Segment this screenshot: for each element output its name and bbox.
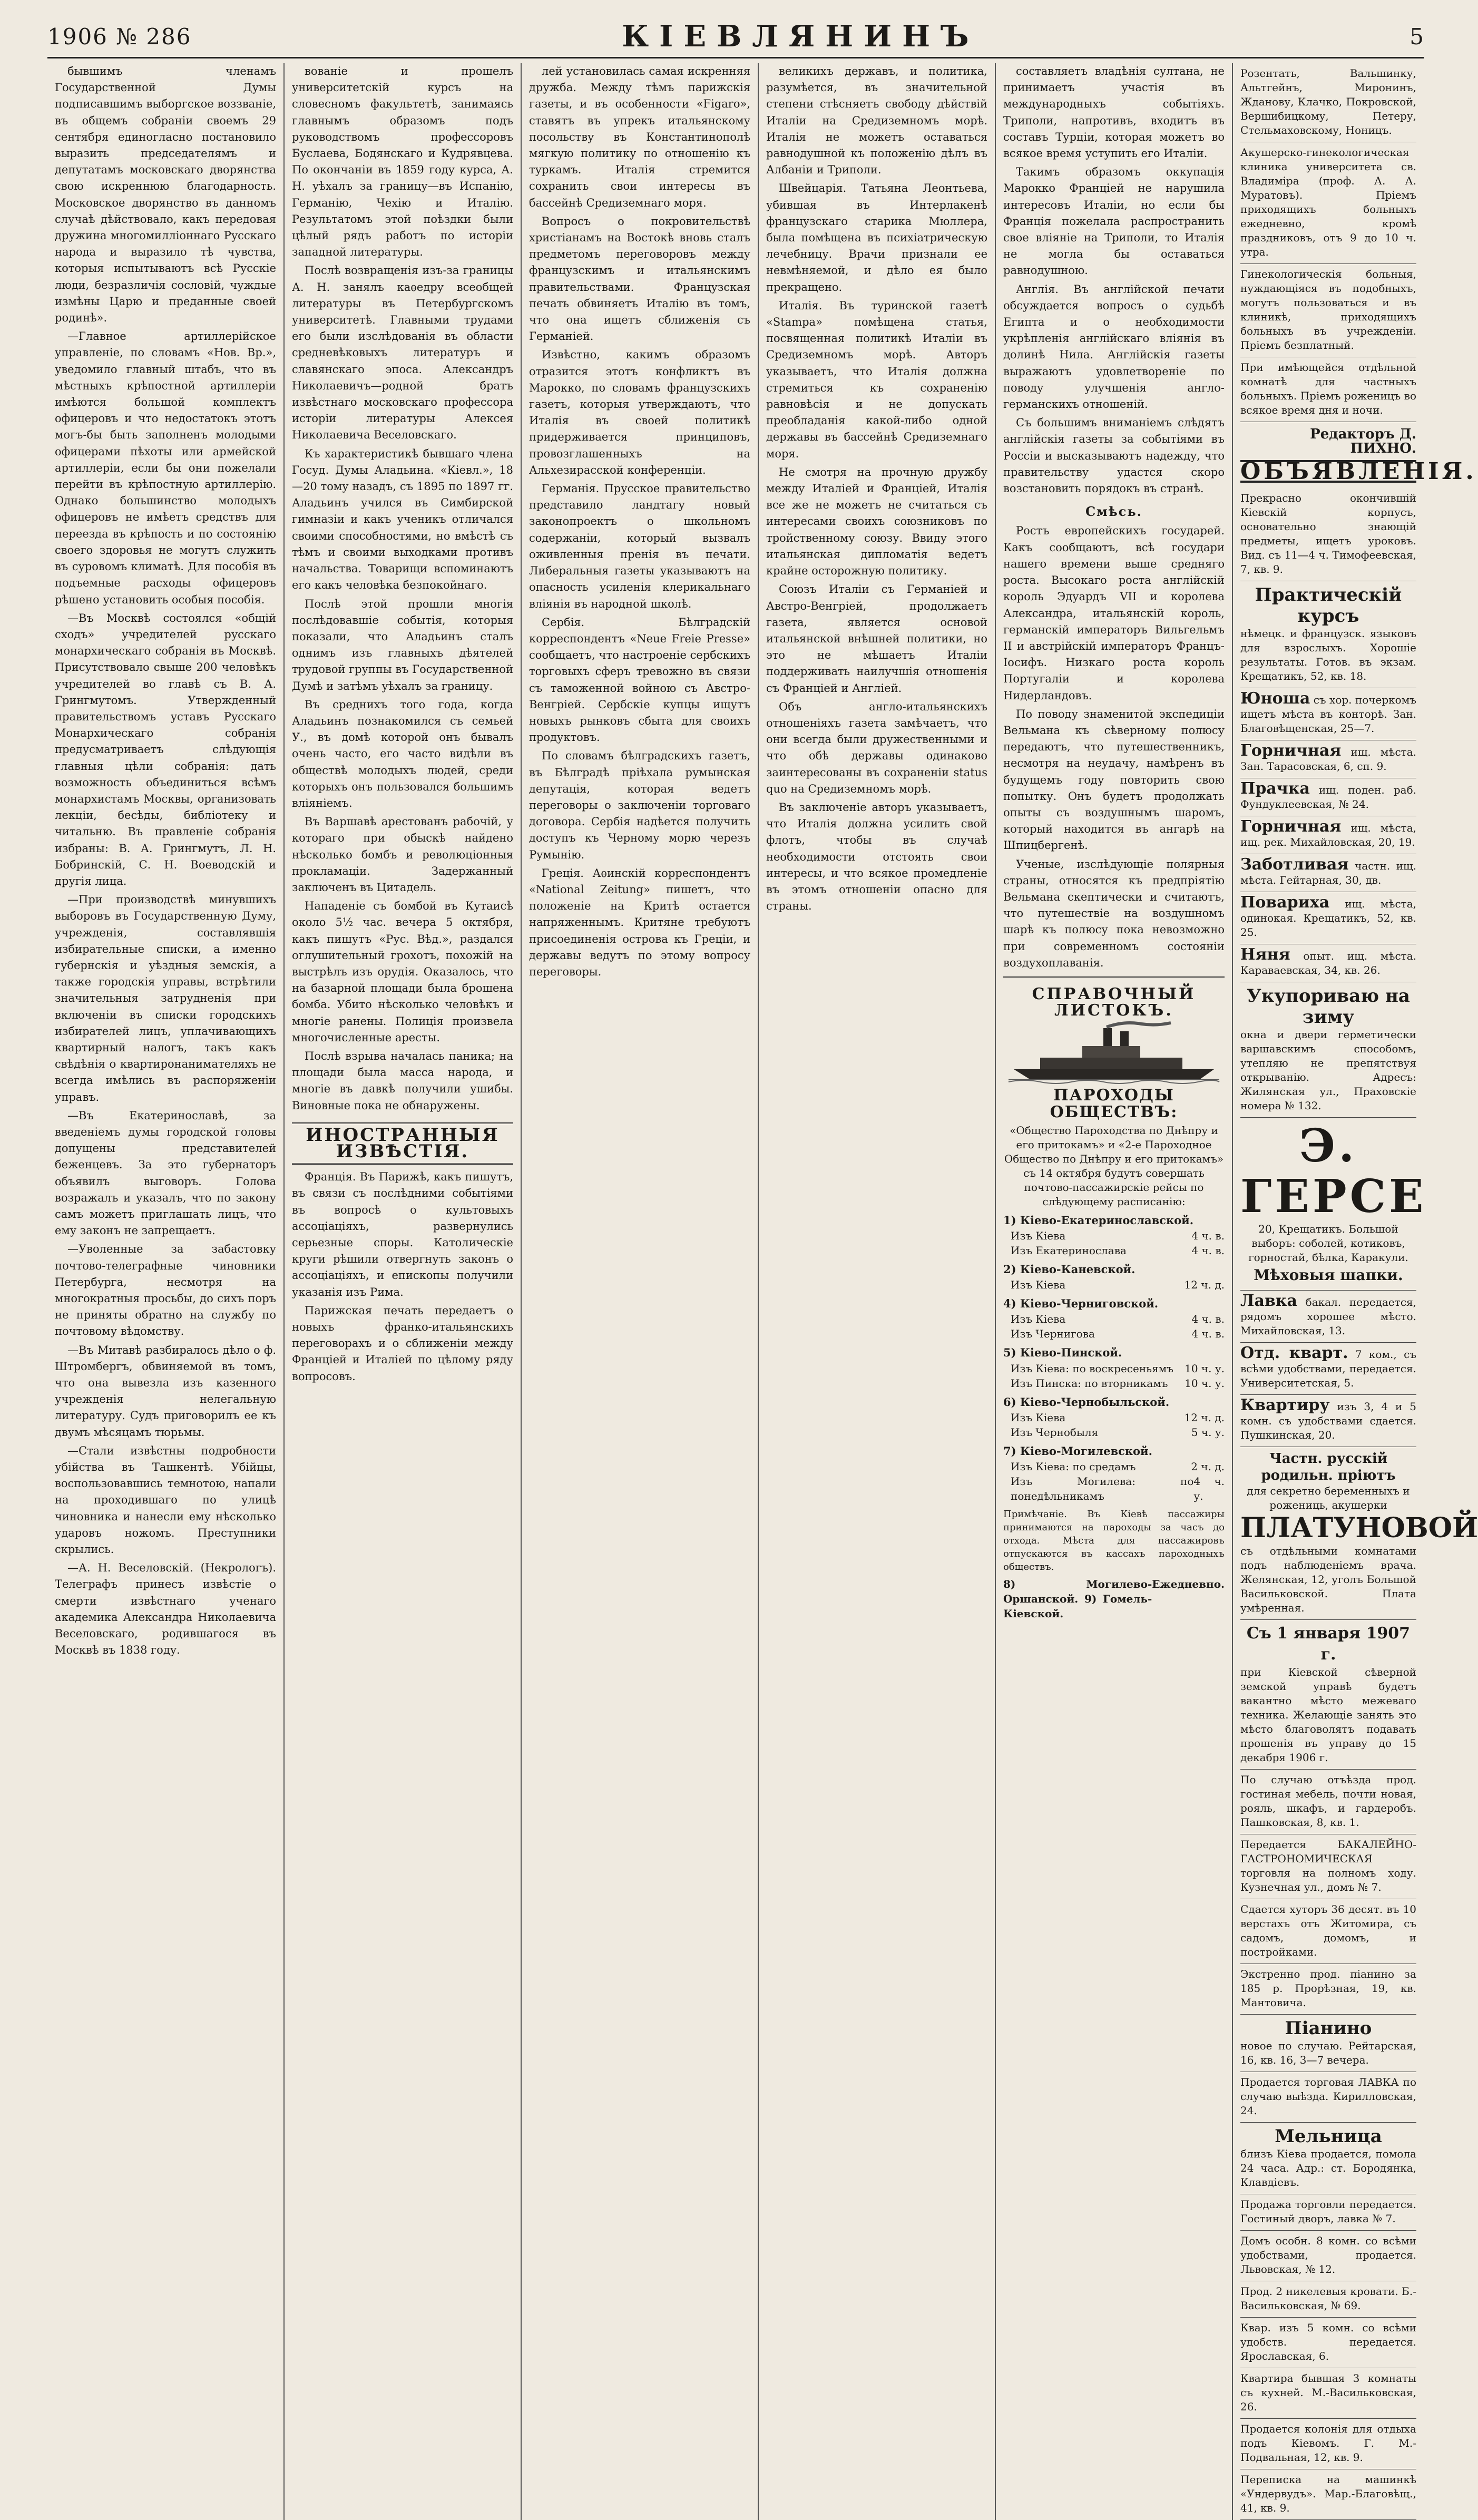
route-block <box>1003 1443 1225 1503</box>
schedule-row <box>1003 1228 1225 1243</box>
route-block <box>1003 1295 1225 1341</box>
schedule-time: 4 ч. в. <box>1191 1244 1225 1257</box>
classified-ad <box>1240 944 1416 982</box>
paragraph: Вопросъ о покровительствѣ христіанамъ на Востокѣ вновь сталъ предметомъ переговоровъ между французскимъ и итальянскимъ правительствами. Французская печать обвиняетъ Италію въ томъ, что она ищетъ сближенія съ Германіей. <box>529 214 750 343</box>
classified-ad <box>1240 1343 1416 1395</box>
schedule-time: 12 ч. д. <box>1184 1411 1225 1424</box>
paragraph: Сербія. Бѣлградскій корреспондентъ «Neue Freie Presse» сообщаетъ, что настроеніе сербскихъ торговыхъ сферъ тревожно въ связи съ таможенной войною съ Австро-Венгріей. Сербскіе купцы ищутъ новыхъ рынковъ сбыта для своихъ продуктовъ. <box>529 616 750 744</box>
ad-headline: Мельница <box>1275 2126 1382 2147</box>
notice: Гинекологическія больныя, нуждающіяся въ подобныхъ, могутъ пользоваться и въ клиникѣ, приходящихъ больныхъ въ учрежденіи. Пріемъ безплатный. <box>1240 264 1416 357</box>
paragraph: лей установилась самая искренняя дружба. Между тѣмъ парижскія газеты, и въ особенности «Figaro», ставятъ въ упрекъ итальянскому посольству въ Константинополѣ мягкую политику по отношенію къ туркамъ. Италія стремится сохранить свои интересы въ бассейнѣ Средиземнаго моря. <box>529 65 750 209</box>
paragraph: Парижская печать передаетъ о новыхъ франко-итальянскихъ переговорахъ и о сближеніи между Франціей и Италіей по цѣлому ряду вопросовъ. <box>292 1304 513 1383</box>
miscellany-heading: Смѣсь. <box>1085 504 1143 520</box>
ad-text: окна и двери герметически варшавскимъ способомъ, утепляю не препятствуя открыванію. Адресъ: Жилянская ул., Праховскіе номера № 132. <box>1240 1028 1416 1112</box>
newspaper-title: КІЕВЛЯНИНЪ <box>622 19 980 54</box>
schedule-origin: Изъ Могилева: по понедѣльникамъ <box>1011 1475 1194 1502</box>
route-name: 5) Кіево-Пинской. <box>1003 1346 1122 1360</box>
ad-headline: Съ 1 января 1907 г. <box>1246 1624 1411 1664</box>
ad-text: опыт. ищ. мѣста. Караваевская, 34, кв. 26. <box>1240 950 1416 976</box>
ad-text: для секретно беременныхъ и рожениць, акушерки <box>1247 1484 1410 1511</box>
ad-lead: Няня <box>1240 945 1290 964</box>
schedule-time: 10 ч. у. <box>1185 1376 1225 1390</box>
schedule-origin: Изъ Кіева <box>1011 1313 1066 1326</box>
schedule-row <box>1003 1277 1225 1292</box>
classified-ad <box>1240 488 1416 581</box>
text-columns <box>47 63 1478 2514</box>
paragraph: Въ заключеніе авторъ указываетъ, что Италія должна усилить свой флотъ, чтобы въ случаѣ необходимости отстоять свои интересы, и что всякое промедленіе въ этомъ отношеніи опасно для страны. <box>766 800 987 913</box>
ad-text: новое по случаю. Рейтарская, 16, кв. 16, 3—7 вечера. <box>1240 2039 1416 2066</box>
ad-headline: ПЛАТУНОВОЙ <box>1240 1512 1478 1544</box>
paragraph: Ростъ европейскихъ государей. Какъ сообщаютъ, всѣ государи нашего времени выше средняго роста. Высокаго роста англійскій король Эдуардъ VII и королева Александра, итальянскій король, германскій императоръ Вильгельмъ II и австрійскій императоръ Францъ-Іосифъ. Низкаго роста король Португаліи и королева Нидерландовъ. <box>1003 524 1225 702</box>
vacancy-ad <box>1240 1620 1416 1770</box>
route-name: 8) Могилево-Оршанской. 9) Гомель-Кіевской. <box>1003 1578 1152 1620</box>
classified-ad: Продается торговая ЛАВКА по случаю выѣзда. Кирилловская, 24. <box>1240 2072 1416 2123</box>
ad-lead: Горничная <box>1240 817 1342 836</box>
schedule-origin: Изъ Кіева <box>1011 1411 1066 1424</box>
schedule-time: 12 ч. д. <box>1184 1278 1225 1292</box>
paragraph: Извѣстно, какимъ образомъ отразится этотъ конфликтъ въ Марокко, по словамъ французскихъ газетъ, которыя утверждаютъ, что Италія въ своей политикѣ придерживается принциповъ, провозглашенныхъ на Альхезирасской конференціи. <box>529 348 750 476</box>
editor-credit: Редакторъ Д. ПИХНО. <box>1310 426 1416 456</box>
furrier-ad <box>1240 1118 1427 1291</box>
column-1 <box>47 63 285 2520</box>
route-name: 2) Кіево-Каневской. <box>1003 1262 1136 1276</box>
schedule-time: 5 ч. у. <box>1191 1425 1225 1439</box>
column-4 <box>759 63 996 2520</box>
ad-lead: Отд. кварт. <box>1240 1344 1348 1362</box>
ad-text: ищ. поден. раб. Фундуклеевская, № 24. <box>1240 784 1416 810</box>
schedule-origin: Изъ Кіева <box>1011 1278 1066 1292</box>
steamboat-schedule-title: ПАРОХОДЫ ОБЩЕСТВЪ: <box>1050 1086 1178 1121</box>
paragraph: По поводу знаменитой экспедиціи Вельмана къ сѣверному полюсу передаютъ, что путешественникъ, несмотря на неудачу, намѣренъ въ будущемъ году повторить свою попытку. Онъ будетъ продолжать опыты съ воздушнымъ шаромъ, который находится въ ангарѣ на Шпицбергенѣ. <box>1003 707 1225 852</box>
ads-heading: ОБЪЯВЛЕНІЯ. <box>1240 458 1477 485</box>
schedule-time: 4 ч. в. <box>1191 1229 1225 1242</box>
ad-text: ищ. мѣста. Зан. Тарасовская, 6, сп. 9. <box>1240 746 1416 773</box>
paragraph: бывшимъ членамъ Государственной Думы подписавшимъ выборгское воззваніе, въ общемъ собраніи своемъ 29 сентября единогласно постановило выразить председателямъ и депутатамъ московскаго дворянства свою искреннюю благодарность. Московское дворянство въ данномъ случаѣ дѣйствовало, какъ передовая дружина многомилліоннаго Русскаго народа и выразило тѣ чувства, которыя испытываютъ всѣ Русскіе люди, безразличія сословій, чуждые измѣны Царю и преданные своей родинѣ». <box>55 65 276 325</box>
classified-ad <box>1240 1291 1416 1343</box>
paragraph: Италія. Въ туринской газетѣ «Stampa» помѣщена статья, посвященная политикѣ Италіи въ Средиземномъ морѣ. Авторъ указываетъ, что Италія должна стремиться къ сохраненію равновѣсія и не допускать преобладанія какой-либо одной державы въ бассейнѣ Средиземнаго моря. <box>766 299 987 460</box>
notice: При имѣющейся отдѣльной комнатѣ для частныхъ больныхъ. Пріемъ роженицъ во всякое время дня и ночи. <box>1240 357 1416 422</box>
ad-lead: Лавка <box>1240 1292 1297 1310</box>
paragraph: Такимъ образомъ оккупація Марокко Франціей не нарушила интересовъ Италіи, но если бы Франція пожелала распространить свое вліяніе на Триполи, то Италія не могла бы оставаться равнодушною. <box>1003 165 1225 277</box>
route-block <box>1003 1344 1225 1390</box>
steamboat-schedule-intro: «Общество Пароходства по Днѣпру и его притокамъ» и «2-е Пароходное Общество по Днѣпру и его притокамъ» съ 14 октября будутъ совершать почтово-пассажирскіе рейсы по слѣдующему расписанію: <box>1004 1124 1224 1208</box>
column-6-ads <box>1233 63 1478 2520</box>
ad-headline: Практическій курсъ <box>1255 584 1402 627</box>
paragraph: Ученые, изслѣдующіе полярныя страны, относятся къ предпріятію Вельмана скептически и считаютъ, что путешествіе на воздушномъ шарѣ къ полюсу пока невозможно при современномъ состояніи воздухоплаванія. <box>1003 857 1225 969</box>
ad-lead: Квартиру <box>1240 1396 1330 1414</box>
paragraph: —Въ Митавѣ разбиралось дѣло о ф. Штромбергъ, обвиняемой въ томъ, что она вывезла изъ казенного учрежденія нелегальную литературу. Судъ приговорилъ ее къ двумъ мѣсяцамъ тюрьмы. <box>55 1343 276 1439</box>
ad-headline: Укупориваю на зиму <box>1247 985 1410 1028</box>
classified-ad <box>1240 581 1416 688</box>
classified-ad <box>1240 816 1416 854</box>
schedule-origin: Изъ Екатеринослава <box>1011 1244 1127 1257</box>
ad-text: 20, Крещатикъ. Большой выборъ: соболей, котиковъ, горностай, бѣлка, Каракули. <box>1248 1223 1408 1264</box>
divider <box>1003 976 1225 978</box>
route-name: 6) Кіево-Чернобыльской. <box>1003 1395 1170 1409</box>
schedule-row <box>1003 1326 1225 1341</box>
classified-ad: Продажа торговли передается. Гостиный дворъ, лавка № 7. <box>1240 2194 1416 2231</box>
schedule-origin: Изъ Кіева: по средамъ <box>1011 1460 1136 1473</box>
schedule-row <box>1003 1425 1225 1440</box>
schedule-time: 4 ч. в. <box>1191 1313 1225 1326</box>
schedule-row <box>1003 1459 1225 1474</box>
route-name: 1) Кіево-Екатеринославской. <box>1003 1213 1194 1227</box>
paragraph: Швейцарія. Татьяна Леонтьева, убившая въ Интерлакенѣ французскаго старика Мюллера, была помѣщена въ психіатрическую лечебницу. Врачи признали ее невмѣняемой, и дѣло ея было прекращено. <box>766 182 987 294</box>
schedule-origin: Изъ Кіева: по воскресеньямъ <box>1011 1362 1173 1375</box>
schedule-row <box>1003 1312 1225 1326</box>
paragraph: Греція. Аѳинскій корреспондентъ «National Zeitung» пишетъ, что положеніе на Критѣ остается напряженнымъ. Критяне требуютъ присоединенія острова къ Греціи, и державы ведутъ по этому вопросу переговоры. <box>529 866 750 978</box>
ad-text: нѣмецк. и французск. языковъ для взрослыхъ. Хорошіе результаты. Готов. въ экзам. Крещатикъ, 52, кв. 18. <box>1240 627 1416 682</box>
classified-ad: Сдается хуторъ 36 десят. въ 10 верстахъ отъ Житомира, съ садомъ, домомъ, и постройками. <box>1240 1899 1416 1964</box>
paragraph: Объ англо-итальянскихъ отношеніяхъ газета замѣчаетъ, что они всегда были дружественными и что обѣ державы одинаково заинтересованы въ сохраненіи status quo на Средиземномъ морѣ. <box>766 700 987 795</box>
paragraph: Англія. Въ англійской печати обсуждается вопросъ о судьбѣ Египта и о необходимости укрѣпленія англійскаго вліянія въ долинѣ Нила. Англійскія газеты выражаютъ удовлетвореніе по поводу улучшенія англо-германскихъ отношеній. <box>1003 282 1225 411</box>
classified-ad <box>1240 740 1416 778</box>
schedule-time: 2 ч. д. <box>1191 1460 1225 1473</box>
paragraph: По словамъ бѣлградскихъ газетъ, въ Бѣлградѣ пріѣхала румынская депутація, которая ведетъ переговоры о заключеніи торговаго договора. Сербія надѣется получить доступъ къ Черному морю черезъ Румынію. <box>529 749 750 861</box>
paragraph: —Въ Москвѣ состоялся «общій сходъ» учредителей русскаго монархическаго собранія въ Москвѣ. Присутствовало свыше 200 человѣкъ учредителей во главѣ съ В. А. Грингмутомъ. Утвержденный правительствомъ уставъ Русскаго Монархическаго собранія предусматриваетъ слѣдующія главныя цѣли собранія: дать возможность объединиться всѣмъ монархистамъ Москвы, организовать лекціи, бесѣды, библіотеку и читальню. Въ правленіе собранія избраны: В. А. Грингмутъ, Л. Н. Бобринскій, С. Н. Воеводскій и другія лица. <box>55 611 276 887</box>
paragraph: Германія. Прусское правительство представило ландтагу новый законопроектъ о школьномъ содержаніи, который вызвалъ оживленныя пренія въ печати. Либеральныя газеты указываютъ на опасность усиленія клерикальнаго вліянія въ народной школѣ. <box>529 482 750 610</box>
maternity-home-ad <box>1240 1447 1478 1620</box>
reference-sheet-heading: СПРАВОЧНЫЙ ЛИСТОКЪ. <box>1032 984 1196 1020</box>
paragraph: Въ среднихъ того года, когда Аладьинъ познакомился съ семьей У., въ домѣ которой онъ бывалъ очень часто, его часто видѣли въ обществѣ молодыхъ людей, среди которыхъ онъ пользовался большимъ вліяніемъ. <box>292 698 513 809</box>
schedule-row <box>1003 1577 1225 1621</box>
ad-lead: Прачка <box>1240 779 1310 798</box>
schedule-row <box>1003 1410 1225 1425</box>
steamboat-icon <box>1003 1021 1225 1084</box>
classified-ad <box>1240 854 1416 892</box>
ad-text: съ отдѣльными комнатами подъ наблюденіемъ врача. Желянская, 12, уголъ Большой Васильковской. Плата умѣренная. <box>1240 1545 1416 1614</box>
schedule-time: 4 ч. у. <box>1193 1475 1225 1502</box>
ad-text: близъ Кіева продается, помола 24 часа. Адр.: ст. Бородянка, Клавдіевъ. <box>1240 2147 1416 2189</box>
route-block <box>1003 1394 1225 1440</box>
route-name: 7) Кіево-Могилевской. <box>1003 1444 1152 1458</box>
paragraph: —Стали извѣстны подробности убійства въ Ташкентѣ. Убійцы, воспользовавшись темнотою, напали на проходившаго по улицѣ чиновника и нанесли ему нѣсколько ударовъ ножомъ. Преступники скрылись. <box>55 1444 276 1556</box>
ad-text: ищ. мѣста, одинокая. Крещатикъ, 52, кв. 25. <box>1240 897 1416 939</box>
paragraph: Въ Варшавѣ арестованъ рабочій, у котораго при обыскѣ найдено нѣсколько бомбъ и революціонныя прокламаціи. Задержанный заключенъ въ Цитадель. <box>292 815 513 894</box>
classified-ad: Домъ особн. 8 комн. со всѣми удобствами, продается. Львовская, № 12. <box>1240 2231 1416 2281</box>
column-3 <box>522 63 759 2520</box>
schedule-row <box>1003 1474 1225 1503</box>
paragraph: Нападеніе съ бомбой въ Кутаисѣ около 5½ час. вечера 5 октября, какъ пишутъ «Рус. Вѣд.», раздался оглушительный грохотъ, похожій на выстрѣлъ изъ орудія. Оказалось, что на базарной площади была брошена бомба. Убито нѣсколько человѣкъ и многіе ранены. Полиція произвела многочисленные аресты. <box>292 900 513 1044</box>
schedule-time: 4 ч. в. <box>1191 1327 1225 1341</box>
notice: Розентать, Вальшинку, Альтгейнъ, Миронинъ, Жданову, Клачко, Покровской, Вершибицкому, Петеру, Стельмаховскому, Ноницъ. <box>1240 63 1416 142</box>
ad-text: ищ. мѣста, ищ. рек. Михайловская, 20, 19. <box>1240 822 1416 848</box>
paragraph: Франція. Въ Парижѣ, какъ пишутъ, въ связи съ послѣдними событіями въ вопросѣ о культовыхъ ассоціаціяхъ, развернулись серьезные споры. Католическіе круги рѣшили отвергнуть законъ о ассоціаціяхъ, и епископы получили указанія изъ Рима. <box>292 1170 513 1298</box>
ad-headline: Частн. русскій родильн. пріютъ <box>1261 1451 1396 1483</box>
ad-lead: Повариха <box>1240 893 1330 912</box>
classified-ad: Передается БАКАЛЕЙНО-ГАСТРОНОМИЧЕСКАЯ торговля на полномъ ходу. Кузнечная ул., домъ № 7. <box>1240 1834 1416 1899</box>
paragraph: Послѣ возвращенія изъ-за границы А. Н. занялъ каѳедру всеобщей литературы въ Петербургскомъ университетѣ. Главными трудами его были изслѣдованія въ области средневѣковыхъ литературъ и славянскаго эпоса. Александръ Николаевичъ—родной братъ извѣстнаго московскаго профессора исторіи литературы Алексея Николаевича Веселовскаго. <box>292 264 513 442</box>
paragraph: —При производствѣ минувшихъ выборовъ въ Государственную Думу, учрежденія, составлявшія избирательные списки, а именно губернскія и уѣздныя земскія, а также городскія управы, встрѣтили значительныя затрудненія при включеніи въ списки городскихъ избирателей лицъ, уплачивающихъ квартирный налогъ, такъ какъ свѣдѣнія о квартиронанимателяхъ не всегда имѣлись въ распоряженіи управъ. <box>55 893 276 1103</box>
classified-ad: Прод. 2 никелевыя кровати. Б.-Васильковская, № 69. <box>1240 2281 1416 2318</box>
classified-ad <box>1240 892 1416 944</box>
paragraph: Союзъ Италіи съ Германіей и Австро-Венгріей, продолжаетъ газета, является основой итальянской внѣшней политики, но это не мѣшаетъ Италіи поддерживать наилучшія отношенія съ Франціей и Англіей. <box>766 583 987 695</box>
paragraph: —Въ Екатеринославѣ, за введеніемъ думы городской головы допущены представителей беженцевъ. За это губернаторъ объявилъ выговоръ. Голова возражалъ и указалъ, что по закону самъ можетъ приглашать лицъ, что ему законъ не запрещаетъ. <box>55 1109 276 1237</box>
paragraph: составляетъ владѣнія султана, не принимаетъ участія въ международныхъ событіяхъ. Триполи, напротивъ, входитъ въ составъ Турціи, которая можетъ во всякое время уступить его Италіи. <box>1003 65 1225 160</box>
column-2 <box>285 63 522 2520</box>
schedule-origin: Изъ Чернобыля <box>1011 1425 1099 1439</box>
window-sealing-ad <box>1240 982 1416 1118</box>
notice: Акушерско-гинекологическая клиника университета св. Владиміра (проф. А. А. Муратовъ). Пріемъ приходящихъ больныхъ ежедневно, кромѣ праздниковъ, отъ 9 до 10 ч. утра. <box>1240 142 1416 264</box>
classified-ad: Квар. изъ 5 комн. со всѣми удобств. передается. Ярославская, 6. <box>1240 2318 1416 2368</box>
schedule-origin: Изъ Кіева <box>1011 1229 1066 1242</box>
ad-text: изъ 3, 4 и 5 комн. съ удобствами сдается. Пушкинская, 20. <box>1240 1400 1416 1441</box>
ad-text: съ хор. почеркомъ ищетъ мѣста въ конторѣ. Зан. Благовѣщенская, 25—7. <box>1240 694 1416 735</box>
paragraph: Не смотря на прочную дружбу между Италіей и Франціей, Италія все же не можетъ не считаться съ интересами своихъ союзниковъ по тройственному союзу. Ввиду этого итальянская дипломатія ведетъ крайне осторожную политику. <box>766 465 987 578</box>
ad-subheadline: Мѣховыя шапки. <box>1254 1266 1403 1284</box>
ad-lead: Горничная <box>1240 741 1342 760</box>
paragraph: Послѣ взрыва началась паника; на площади была масса народа, и многіе въ давкѣ получили ушибы. Виновные пока не обнаружены. <box>292 1049 513 1112</box>
page-number: 5 <box>1410 23 1424 50</box>
route-block <box>1003 1212 1225 1258</box>
paragraph: —Главное артиллерійское управленіе, по словамъ «Нов. Вр.», уведомило главный штабъ, что въ мѣстныхъ крѣпостной артиллеріи имѣются большой комплектъ офицеровъ и что недостатокъ этотъ могъ-бы быть заполненъ молодыми офицерами пѣхоты или армейской артиллеріи, если бы они пожелали перейти въ крѣпостную артиллерію. Однако большинство молодыхъ офицеровъ не имѣетъ средствъ для переезда въ крѣпость и по состоянію своего здоровья не могутъ служить въ суровомъ климатѣ. Для пособія въ подъемные расходы офицеровъ рѣшено установить особыя пособія. <box>55 330 276 606</box>
schedule-row <box>1003 1361 1225 1376</box>
paragraph: Послѣ этой прошли многія послѣдовавшіе событія, которыя показали, что Аладьинъ сталъ однимъ изъ главныхъ дѣятелей трудовой группы въ Государственной Думѣ и затѣмъ уѣхалъ за границу. <box>292 597 513 692</box>
schedule-note: Примѣчаніе. Въ Кіевѣ пассажиры принимаются на пароходы за часъ до отхода. Мѣста для пассажировъ отпускаются въ кассахъ пароходныхъ обществъ. <box>1003 1509 1225 1572</box>
ad-text: 7 ком., съ всѣми удобствами, передается. Университетская, 5. <box>1240 1348 1416 1389</box>
foreign-news-heading: ИНОСТРАННЫЯ ИЗВѢСТІЯ. <box>292 1122 513 1165</box>
classified-ad: Продается колонія для отдыха подъ Кіевомъ. Г. М.-Подвальная, 12, кв. 9. <box>1240 2419 1416 2469</box>
column-5 <box>996 63 1233 2520</box>
ad-headline: Піанино <box>1285 2018 1372 2039</box>
masthead <box>47 16 1424 58</box>
schedule-time: Ежедневно. <box>1152 1578 1225 1590</box>
paragraph: Къ характеристикѣ бывшаго члена Госуд. Думы Аладьина. «Кіевл.», 18—20 тому назадъ, съ 1895 по 1897 гг. Аладьинъ учился въ Симбирской гимназіи и какъ ученикъ отличался своими способностями, но вмѣстѣ съ тѣмъ и своими выходками противъ начальства. Товарищи вспоминаютъ его какъ человѣка безпокойнаго. <box>292 447 513 592</box>
paragraph: —Уволенные за забастовку почтово-телеграфные чиновники Петербурга, несмотря на многократныя просьбы, до сихъ поръ не приняты обратно на службу по почтовому вѣдомству. <box>55 1243 276 1338</box>
mill-ad <box>1240 2123 1416 2194</box>
classified-ad: Переписка на машинкѣ «Ундервудъ». Мар.-Благовѣщ., 41, кв. 9. <box>1240 2469 1416 2520</box>
classified-ad: Экстренно прод. піанино за 185 р. Прорѣзная, 19, кв. Мантовича. <box>1240 1964 1416 2015</box>
schedule-time: 10 ч. у. <box>1185 1362 1225 1375</box>
ad-lead: Заботливая <box>1240 855 1349 874</box>
piano-ad <box>1240 2015 1416 2072</box>
ad-lead: Юноша <box>1240 689 1310 708</box>
classified-ad: Квартира бывшая 3 комнаты съ кухней. М.-Васильковская, 26. <box>1240 2368 1416 2419</box>
route-name: 4) Кіево-Черниговской. <box>1003 1297 1159 1311</box>
classified-ad <box>1240 778 1416 816</box>
route-block <box>1003 1261 1225 1292</box>
schedule-row <box>1003 1243 1225 1258</box>
schedule-origin: Изъ Пинска: по вторникамъ <box>1011 1376 1168 1390</box>
ad-text: бакал. передается, рядомъ хорошее мѣсто. Михайловская, 13. <box>1240 1296 1416 1337</box>
classified-ad: По случаю отъѣзда прод. гостиная мебель, почти новая, рояль, шкафъ, и гардеробъ. Пашковская, 8, кв. 1. <box>1240 1770 1416 1834</box>
issue-number: 1906 № 286 <box>47 23 192 50</box>
ad-text: Прекрасно окончившій Кіевскій корпусъ, основательно знающій предметы, ищетъ уроковъ. Вид. съ 11—4 ч. Тимофеевская, 7, кв. 9. <box>1240 492 1416 575</box>
ad-headline: Э. ГЕРСЕ <box>1240 1119 1427 1223</box>
schedule-origin: Изъ Чернигова <box>1011 1327 1095 1341</box>
classified-ad <box>1240 1395 1416 1447</box>
obituary-paragraph: —А. Н. Веселовскій. (Некрологъ). Телеграфъ принесъ извѣстіе о смерти извѣстнаго ученаго академика Александра Николаевича Веселовскаго, родившагося въ Москвѣ въ 1838 году. <box>55 1561 276 1657</box>
paragraph: Съ большимъ вниманіемъ слѣдятъ англійскія газеты за событіями въ Россіи и высказываютъ надежду, что правительству удастся скоро возстановить порядокъ въ странѣ. <box>1003 416 1225 495</box>
ad-text: частн. ищ. мѣста. Гейтарная, 30, дв. <box>1240 859 1416 886</box>
ad-text: при Кіевской сѣверной земской управѣ будетъ вакантно мѣсто межеваго техника. Желающіе занять это мѣсто благоволятъ подавать прошенія въ управу до 15 декабря 1906 г. <box>1240 1666 1416 1764</box>
classified-ad <box>1240 688 1416 740</box>
paragraph: вованіе и прошелъ университетскій курсъ на словесномъ факультетѣ, занимаясь главнымъ образомъ подъ руководствомъ профессоровъ Буслаева, Бодянскаго и Кудрявцева. По окончаніи въ 1859 году курса, А. Н. уѣхалъ за границу—въ Испанію, Германію, Чехію и Италію. Результатомъ этой поѣздки были цѣлый рядъ работъ по исторіи западной литературы. <box>292 65 513 259</box>
schedule-row <box>1003 1376 1225 1391</box>
paragraph: великихъ державъ, и политика, разумѣется, въ значительной степени стѣсняетъ свободу дѣйствій Италіи на Средиземномъ морѣ. Италія не можетъ оставаться равнодушной къ положенію дѣлъ въ Албаніи и Триполи. <box>766 65 987 177</box>
